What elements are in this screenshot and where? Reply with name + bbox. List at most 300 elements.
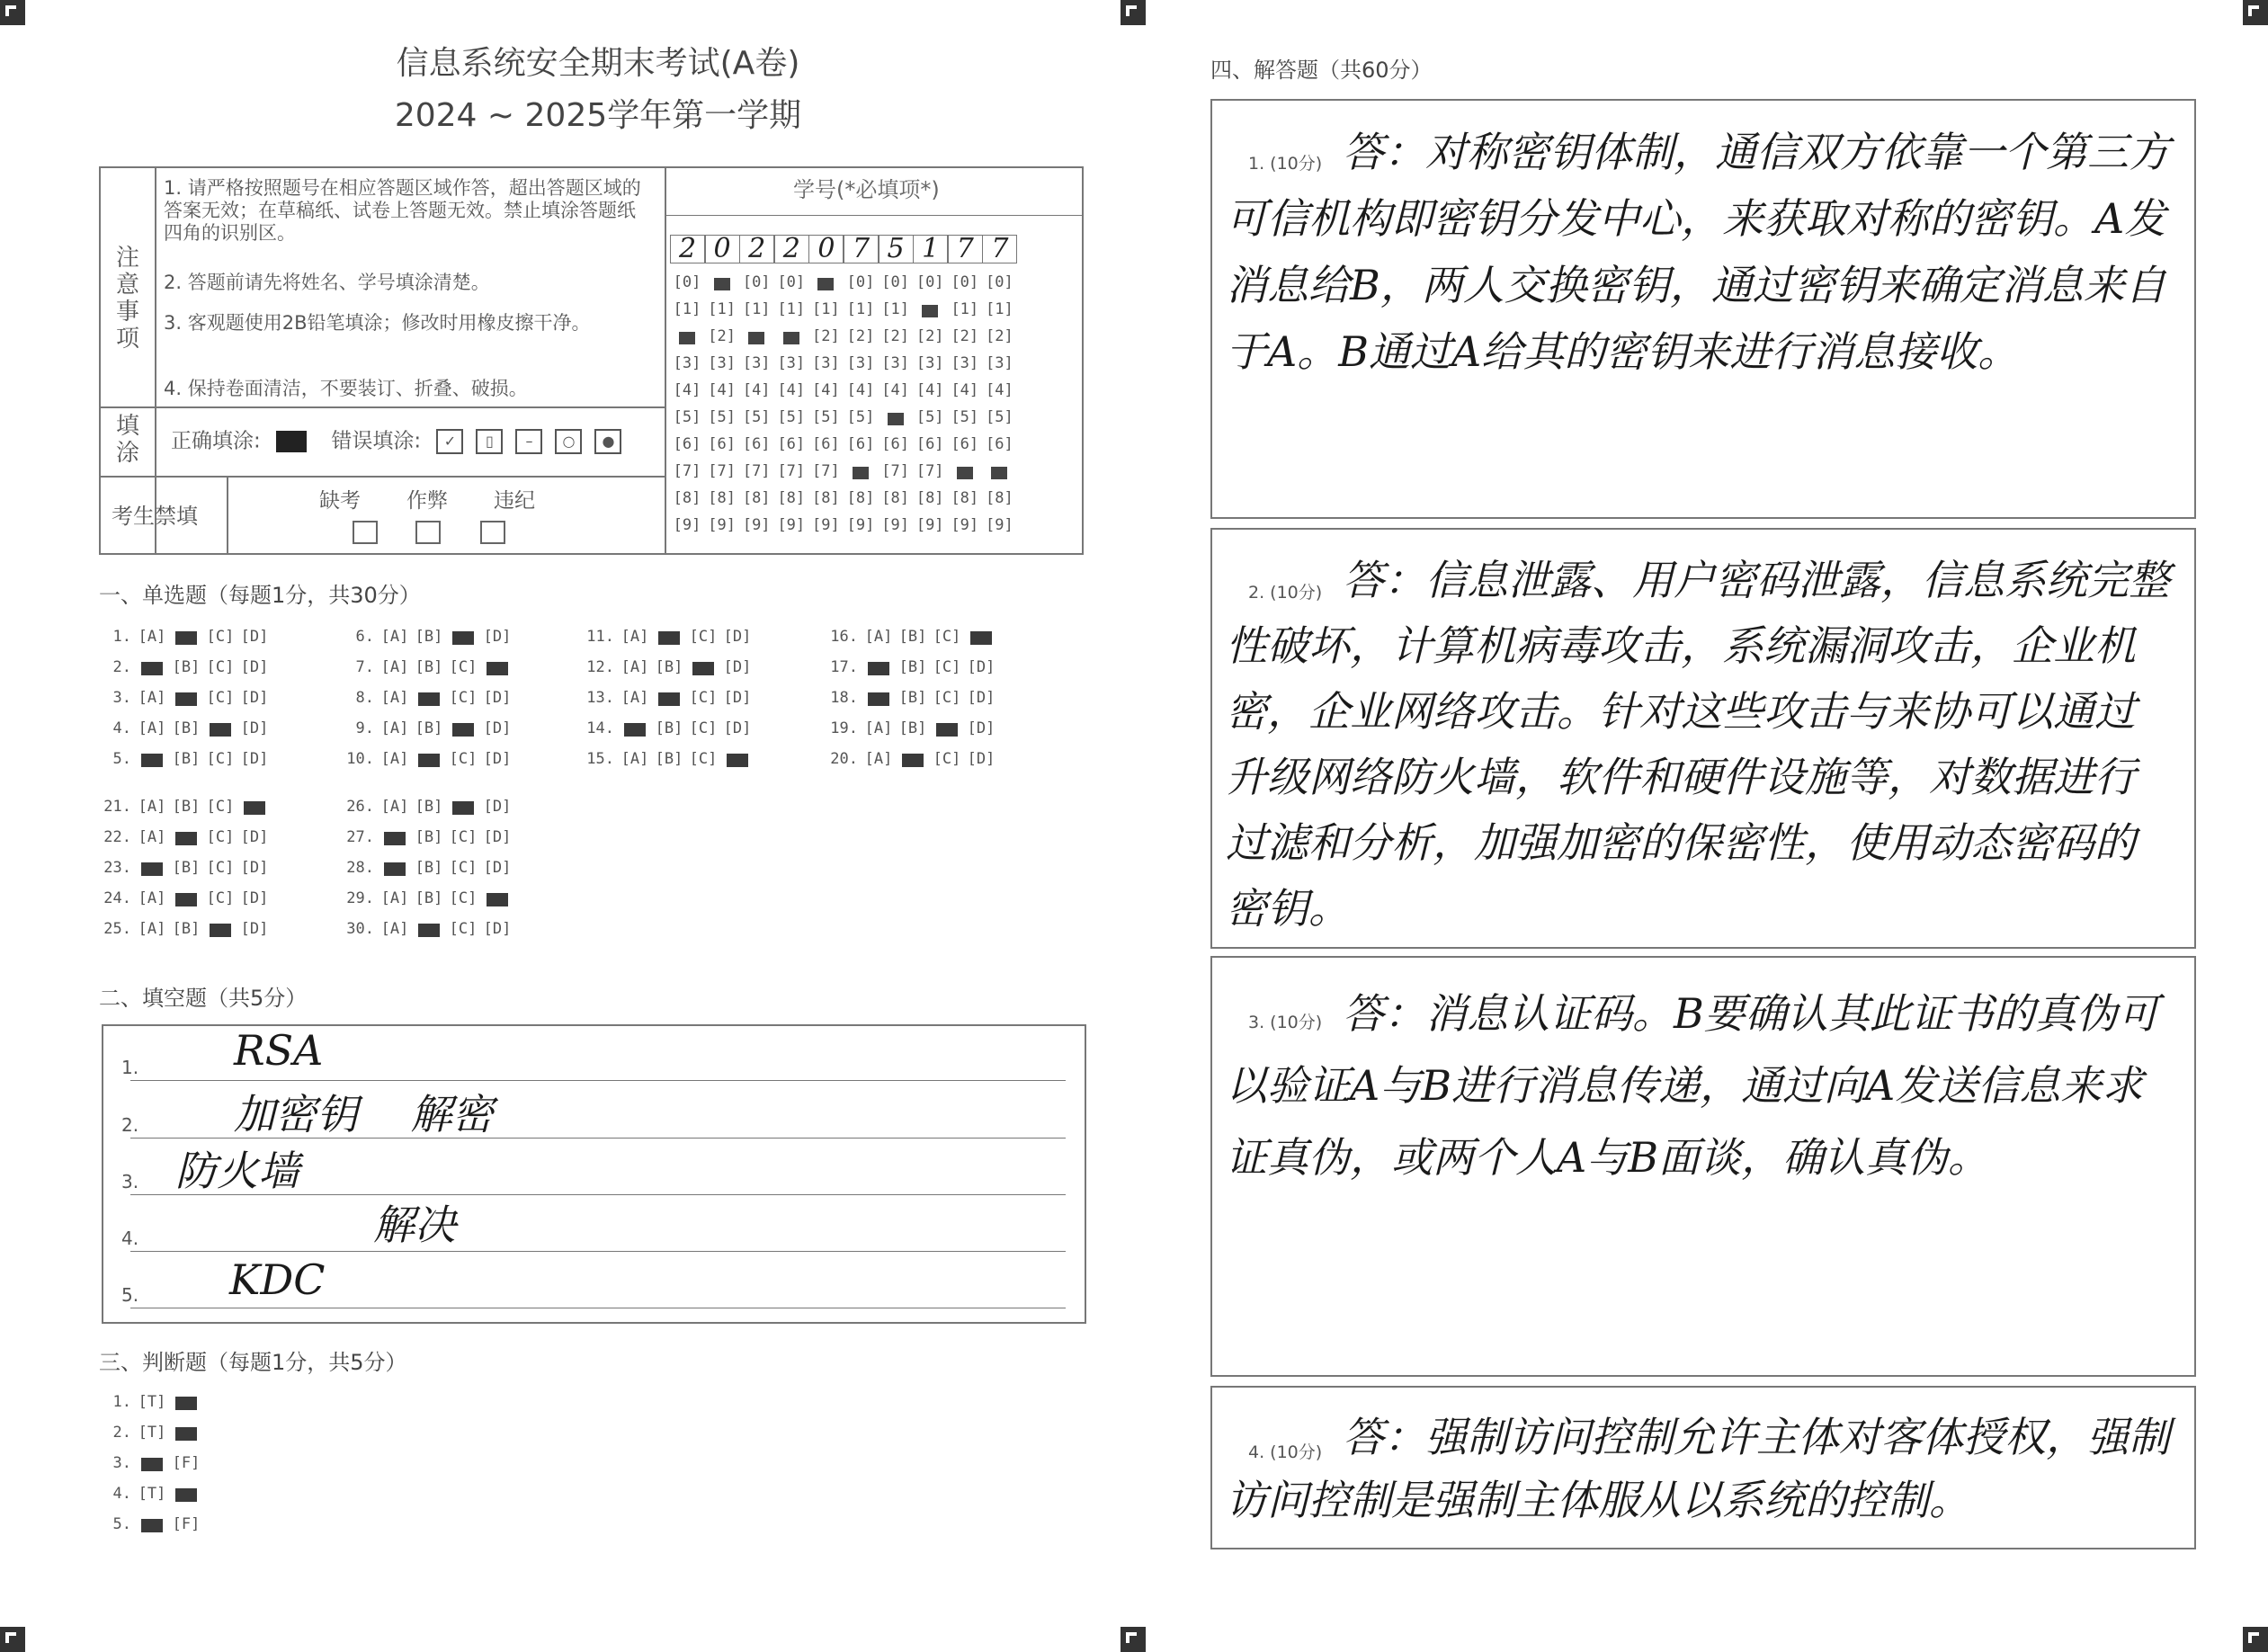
- blank-2-label: 2.: [121, 1114, 139, 1136]
- mc-option-b[interactable]: [652, 689, 686, 707]
- student-id-bubble[interactable]: [3]: [881, 354, 909, 372]
- student-id-bubble[interactable]: [8]: [708, 489, 736, 507]
- mc-option-c[interactable]: [C]: [449, 859, 478, 877]
- student-id-bubble[interactable]: [6]: [673, 435, 701, 453]
- mc-option-b[interactable]: [B]: [172, 859, 201, 877]
- mc-option-a[interactable]: [A]: [864, 628, 893, 646]
- student-id-bubble[interactable]: [4]: [812, 381, 840, 399]
- answer-3-text: 答：消息认证码。B要确认其此证书的真伪可以验证A与B进行消息传递，通过向A发送信息来求证真伪，或两个人A与B面谈，确认真伪。: [1226, 989, 2159, 1182]
- mc-option-a[interactable]: [A]: [138, 689, 166, 707]
- mc-option-a[interactable]: [135, 859, 169, 877]
- student-id-bubble[interactable]: [6]: [742, 435, 771, 453]
- student-id-bubble[interactable]: [3]: [986, 354, 1013, 372]
- mc-question-number: 21.: [103, 798, 131, 816]
- mc-question-number: 18.: [830, 689, 858, 707]
- student-id-bubble[interactable]: [0]: [742, 273, 771, 291]
- student-id-bubble[interactable]: [4]: [881, 381, 909, 399]
- mc-option-d[interactable]: [D]: [483, 628, 512, 646]
- mc-question-27: [340, 828, 514, 846]
- student-id-bubble[interactable]: [6]: [986, 435, 1013, 453]
- mc-option-b[interactable]: [B]: [415, 859, 443, 877]
- tf-question-5: [97, 1515, 203, 1533]
- student-id-bubble[interactable]: [1]: [742, 300, 771, 318]
- student-id-bubble[interactable]: [8]: [673, 489, 701, 507]
- mc-option-b[interactable]: [412, 689, 446, 707]
- student-id-bubble[interactable]: [9]: [881, 516, 909, 534]
- mc-option-d[interactable]: [D]: [483, 719, 512, 737]
- mc-option-d[interactable]: [D]: [483, 689, 512, 707]
- mc-option-c[interactable]: [C]: [206, 828, 235, 846]
- student-id-bubble[interactable]: [8]: [846, 489, 875, 507]
- student-id-bubble[interactable]: [6]: [951, 435, 979, 453]
- student-id-bubble[interactable]: [7]: [881, 462, 909, 480]
- mc-option-b[interactable]: [B]: [898, 628, 927, 646]
- wrong-fill-dot-icon: ●: [594, 429, 621, 454]
- tf-option-f[interactable]: [F]: [172, 1454, 201, 1472]
- mc-option-c[interactable]: [C]: [206, 889, 235, 907]
- mc-option-c[interactable]: [C]: [689, 628, 718, 646]
- mc-question-number: 27.: [346, 828, 374, 846]
- tf-question-4: [97, 1485, 203, 1503]
- tf-option-t[interactable]: [T]: [138, 1424, 166, 1442]
- mc-option-b[interactable]: [169, 889, 203, 907]
- student-id-bubble[interactable]: [5]: [846, 408, 875, 426]
- mc-option-b[interactable]: [B]: [655, 658, 683, 676]
- mc-option-a[interactable]: [A]: [380, 798, 409, 816]
- answer-3-label: 3. (10分): [1248, 1013, 1323, 1032]
- mc-option-a[interactable]: [A]: [138, 719, 166, 737]
- mc-option-d[interactable]: [480, 658, 514, 676]
- mc-question-number: 9.: [355, 719, 374, 737]
- student-id-bubble[interactable]: [5]: [708, 408, 736, 426]
- mc-question-10: [340, 750, 514, 768]
- mc-option-a[interactable]: [A]: [138, 628, 166, 646]
- student-id-bubble[interactable]: [7]: [742, 462, 771, 480]
- mc-option-d[interactable]: [D]: [240, 828, 269, 846]
- student-id-bubble[interactable]: [9]: [812, 516, 840, 534]
- mc-option-b[interactable]: [412, 920, 446, 938]
- student-id-bubble[interactable]: [8]: [777, 489, 806, 507]
- mc-option-d[interactable]: [D]: [483, 828, 512, 846]
- mc-question-14: [580, 719, 755, 737]
- mc-option-a[interactable]: [378, 859, 412, 877]
- student-id-bubble[interactable]: [4]: [777, 381, 806, 399]
- mc-option-a[interactable]: [A]: [380, 689, 409, 707]
- student-id-bubble[interactable]: [948, 462, 982, 480]
- mc-option-b[interactable]: [B]: [655, 719, 683, 737]
- mc-option-d[interactable]: [D]: [723, 628, 752, 646]
- mc-option-d[interactable]: [D]: [723, 658, 752, 676]
- mc-option-a[interactable]: [618, 719, 652, 737]
- mc-option-a[interactable]: [378, 828, 412, 846]
- student-id-bubble[interactable]: [5]: [777, 408, 806, 426]
- mc-option-b[interactable]: [B]: [172, 920, 201, 938]
- mc-option-c[interactable]: [C]: [933, 628, 961, 646]
- note-1: 1. 请严格按照题号在相应答题区域作答，超出答题区域的答案无效；在草稿纸、试卷上答题无效。禁止填涂答题纸四角的识别区。: [164, 177, 641, 244]
- mc-question-15: [580, 750, 755, 768]
- student-id-bubble[interactable]: [2]: [986, 327, 1013, 345]
- student-id-bubble[interactable]: [3]: [742, 354, 771, 372]
- mc-option-d[interactable]: [D]: [240, 750, 269, 768]
- student-id-bubble[interactable]: [6]: [915, 435, 944, 453]
- blank-1-label: 1.: [121, 1057, 139, 1078]
- mc-option-b[interactable]: [169, 628, 203, 646]
- mc-question-11: [580, 628, 755, 646]
- mc-option-d[interactable]: [480, 889, 514, 907]
- blank-3-answer: 防火墙: [175, 1147, 299, 1195]
- note-4: 4. 保持卷面清洁，不要装订、折叠、破损。: [164, 378, 528, 399]
- student-id-bubble[interactable]: [1]: [846, 300, 875, 318]
- mc-option-c[interactable]: [446, 798, 480, 816]
- fill-example-row: [171, 429, 634, 454]
- mc-option-c[interactable]: [C]: [206, 859, 235, 877]
- student-id-bubble[interactable]: [4]: [915, 381, 944, 399]
- mc-option-a[interactable]: [862, 689, 896, 707]
- mc-option-b[interactable]: [B]: [172, 719, 201, 737]
- mc-option-c[interactable]: [C]: [449, 750, 478, 768]
- tf-option-t[interactable]: [135, 1454, 169, 1472]
- mc-question-number: 15.: [586, 750, 614, 768]
- mc-option-b[interactable]: [B]: [172, 658, 201, 676]
- mc-option-b[interactable]: [652, 628, 686, 646]
- student-id-digit-6: 7: [844, 235, 879, 263]
- mc-option-a[interactable]: [135, 658, 169, 676]
- section1-heading: 一、单选题（每题1分，共30分）: [99, 583, 421, 608]
- mc-option-d[interactable]: [D]: [240, 920, 269, 938]
- student-id-bubble[interactable]: [739, 327, 773, 345]
- student-id-bubble[interactable]: [7]: [708, 462, 736, 480]
- mc-option-c[interactable]: [203, 719, 237, 737]
- mc-option-a[interactable]: [A]: [621, 658, 649, 676]
- mc-question-17: [824, 658, 998, 676]
- mc-option-c[interactable]: [C]: [933, 689, 961, 707]
- mc-option-a[interactable]: [A]: [380, 628, 409, 646]
- mc-question-26: [340, 798, 514, 816]
- mc-question-number: 2.: [112, 658, 131, 676]
- mc-option-a[interactable]: [A]: [380, 750, 409, 768]
- student-id-bubble[interactable]: [9]: [986, 516, 1013, 534]
- mc-option-b[interactable]: [896, 750, 930, 768]
- student-id-bubble[interactable]: [0]: [951, 273, 979, 291]
- mc-option-d[interactable]: [D]: [240, 689, 269, 707]
- student-id-bubble[interactable]: [8]: [951, 489, 979, 507]
- mc-option-d[interactable]: [D]: [240, 628, 269, 646]
- student-id-bubble[interactable]: [808, 273, 843, 291]
- mc-option-d[interactable]: [D]: [240, 719, 269, 737]
- mc-option-b[interactable]: [B]: [898, 689, 927, 707]
- student-id-bubble[interactable]: [0]: [881, 273, 909, 291]
- forbid-heading: 考生禁填: [112, 504, 198, 529]
- mc-option-c[interactable]: [446, 719, 480, 737]
- mc-option-c[interactable]: [C]: [449, 889, 478, 907]
- mc-option-a[interactable]: [135, 750, 169, 768]
- fill-heading: 填涂: [115, 413, 139, 467]
- student-id-bubble[interactable]: [0]: [777, 273, 806, 291]
- tf-question-number: 2.: [112, 1424, 131, 1442]
- mc-option-b[interactable]: [B]: [415, 628, 443, 646]
- student-id-bubble[interactable]: [4]: [742, 381, 771, 399]
- student-id-bubble[interactable]: [2]: [708, 327, 736, 345]
- blank-4-answer: 解决: [373, 1201, 456, 1249]
- mc-option-a[interactable]: [862, 658, 896, 676]
- mc-question-30: [340, 920, 514, 938]
- mc-question-1: [97, 628, 272, 646]
- mc-option-a[interactable]: [A]: [864, 750, 893, 768]
- mc-option-d[interactable]: [D]: [967, 719, 996, 737]
- mc-option-a[interactable]: [A]: [864, 719, 893, 737]
- student-id-bubble[interactable]: [4]: [846, 381, 875, 399]
- note-3: 3. 客观题使用2B铅笔填涂；修改时用橡皮擦干净。: [164, 312, 591, 334]
- mc-option-c[interactable]: [C]: [449, 920, 478, 938]
- corner-marker-bottom-middle: [1121, 1627, 1146, 1652]
- answer-2-text: 答：信息泄露、用户密码泄露，信息系统完整性破坏，计算机病毒攻击，系统漏洞攻击，企业机密，企业网络攻击。针对这些攻击与来协可以通过升级网络防火墙，软件和硬件设施等，对数据进行过滤和分析，加强加密的保密性，使用动态密码的密钥。: [1226, 556, 2170, 933]
- mc-option-d[interactable]: [D]: [483, 798, 512, 816]
- mc-option-b[interactable]: [169, 689, 203, 707]
- fill-blank-box: [102, 1024, 1086, 1324]
- mc-option-a[interactable]: [A]: [380, 719, 409, 737]
- mc-option-d[interactable]: [720, 750, 755, 768]
- student-id-bubble[interactable]: [5]: [812, 408, 840, 426]
- mc-question-number: 4.: [112, 719, 131, 737]
- student-id-bubble[interactable]: [8]: [742, 489, 771, 507]
- mc-option-a[interactable]: [A]: [380, 658, 409, 676]
- student-id-bubble[interactable]: [1]: [951, 300, 979, 318]
- student-id-bubble[interactable]: [879, 408, 913, 426]
- mc-option-c[interactable]: [C]: [206, 798, 235, 816]
- mc-option-b[interactable]: [B]: [898, 658, 927, 676]
- tf-question-3: [97, 1454, 203, 1472]
- student-id-bubble[interactable]: [2]: [812, 327, 840, 345]
- student-id-bubble[interactable]: [1]: [708, 300, 736, 318]
- mc-option-c[interactable]: [930, 719, 964, 737]
- tf-option-f[interactable]: [F]: [172, 1515, 201, 1533]
- student-id-bubble[interactable]: [9]: [673, 516, 701, 534]
- mc-question-number: 17.: [830, 658, 858, 676]
- student-id-bubble[interactable]: [8]: [915, 489, 944, 507]
- mc-option-a[interactable]: [A]: [138, 920, 166, 938]
- student-id-bubble[interactable]: [1]: [777, 300, 806, 318]
- mc-option-a[interactable]: [A]: [138, 828, 166, 846]
- tf-question-number: 4.: [112, 1485, 131, 1503]
- student-id-bubble[interactable]: [0]: [915, 273, 944, 291]
- mc-question-number: 26.: [346, 798, 374, 816]
- student-id-bubble[interactable]: [2]: [881, 327, 909, 345]
- mc-option-b[interactable]: [B]: [415, 719, 443, 737]
- student-id-bubble[interactable]: [9]: [846, 516, 875, 534]
- student-id-bubble[interactable]: [2]: [951, 327, 979, 345]
- student-id-bubble[interactable]: [5]: [951, 408, 979, 426]
- mc-option-c[interactable]: [C]: [206, 628, 235, 646]
- mc-question-number: 7.: [355, 658, 374, 676]
- student-id-bubble[interactable]: [670, 327, 704, 345]
- student-id-bubble[interactable]: [3]: [951, 354, 979, 372]
- student-id-bubble[interactable]: [9]: [777, 516, 806, 534]
- forbid-violation-checkbox[interactable]: [480, 521, 505, 544]
- mc-question-number: 24.: [103, 889, 131, 907]
- forbid-absent-checkbox[interactable]: [353, 521, 378, 544]
- mc-option-d[interactable]: [D]: [723, 719, 752, 737]
- student-id-bubble[interactable]: [5]: [986, 408, 1013, 426]
- student-id-bubble[interactable]: [8]: [986, 489, 1013, 507]
- student-id-bubble[interactable]: [5]: [915, 408, 944, 426]
- blank-2-answer: 加密钥 解密: [234, 1090, 494, 1139]
- mc-option-a[interactable]: [A]: [138, 889, 166, 907]
- student-id-bubble[interactable]: [1]: [812, 300, 840, 318]
- mc-question-20: [824, 750, 998, 768]
- student-id-bubble[interactable]: [2]: [846, 327, 875, 345]
- mc-option-b[interactable]: [B]: [415, 798, 443, 816]
- mc-option-d[interactable]: [D]: [967, 658, 996, 676]
- mc-option-b[interactable]: [B]: [172, 750, 201, 768]
- student-id-bubble[interactable]: [9]: [742, 516, 771, 534]
- mc-option-b[interactable]: [412, 750, 446, 768]
- mc-option-b[interactable]: [169, 828, 203, 846]
- mc-option-d[interactable]: [D]: [240, 889, 269, 907]
- mc-option-b[interactable]: [B]: [415, 658, 443, 676]
- student-id-bubble[interactable]: [6]: [881, 435, 909, 453]
- student-id-bubble[interactable]: [913, 300, 947, 318]
- student-id-bubble[interactable]: [3]: [708, 354, 736, 372]
- section3-heading: 三、判断题（每题1分，共5分）: [99, 1350, 407, 1375]
- student-id-bubble[interactable]: [844, 462, 878, 480]
- mc-option-a[interactable]: [A]: [621, 689, 649, 707]
- header-box: [99, 166, 1084, 555]
- mc-option-a[interactable]: [A]: [380, 920, 409, 938]
- student-id-bubble[interactable]: [5]: [742, 408, 771, 426]
- student-id-bubble[interactable]: [4]: [951, 381, 979, 399]
- mc-question-23: [97, 859, 272, 877]
- mc-option-d[interactable]: [D]: [240, 859, 269, 877]
- mc-option-d[interactable]: [D]: [483, 750, 512, 768]
- blank-1-answer: RSA: [234, 1026, 324, 1075]
- mc-option-c[interactable]: [C]: [206, 658, 235, 676]
- tf-question-2: [97, 1424, 203, 1442]
- student-id-bubble[interactable]: [6]: [812, 435, 840, 453]
- tf-option-t[interactable]: [T]: [138, 1485, 166, 1503]
- tf-question-number: 3.: [112, 1454, 131, 1472]
- student-id-bubble[interactable]: [4]: [708, 381, 736, 399]
- mc-option-c[interactable]: [C]: [933, 750, 961, 768]
- tf-option-f[interactable]: [169, 1393, 203, 1411]
- mc-option-d[interactable]: [964, 628, 998, 646]
- mc-question-5: [97, 750, 272, 768]
- mc-option-c[interactable]: [C]: [689, 750, 718, 768]
- mc-question-12: [580, 658, 755, 676]
- student-id-bubble[interactable]: [4]: [673, 381, 701, 399]
- student-id-bubble[interactable]: [6]: [708, 435, 736, 453]
- mc-option-d[interactable]: [D]: [967, 750, 996, 768]
- student-id-bubble[interactable]: [7]: [915, 462, 944, 480]
- mc-option-d[interactable]: [D]: [483, 859, 512, 877]
- tf-option-t[interactable]: [135, 1515, 169, 1533]
- forbid-absent-label: 缺考: [319, 489, 361, 513]
- student-id-bubble[interactable]: [982, 462, 1016, 480]
- student-id-bubble[interactable]: [9]: [915, 516, 944, 534]
- mc-option-d[interactable]: [D]: [967, 689, 996, 707]
- mc-option-b[interactable]: [B]: [415, 889, 443, 907]
- correct-fill-label: 正确填涂:: [171, 429, 261, 453]
- mc-option-a[interactable]: [A]: [138, 798, 166, 816]
- mc-option-a[interactable]: [A]: [621, 750, 649, 768]
- mc-option-c[interactable]: [446, 628, 480, 646]
- student-id-bubble[interactable]: [2]: [915, 327, 944, 345]
- mc-option-c[interactable]: [686, 658, 720, 676]
- student-id-bubble[interactable]: [0]: [846, 273, 875, 291]
- mc-option-c[interactable]: [C]: [689, 689, 718, 707]
- student-id-digit-3: 2: [739, 235, 774, 263]
- mc-option-b[interactable]: [B]: [898, 719, 927, 737]
- student-id-bubble[interactable]: [9]: [708, 516, 736, 534]
- mc-option-d[interactable]: [237, 798, 272, 816]
- student-id-bubble[interactable]: [3]: [673, 354, 701, 372]
- exam-term: 2024 ~ 2025学年第一学期: [394, 97, 802, 134]
- mc-option-d[interactable]: [D]: [240, 658, 269, 676]
- mc-option-c[interactable]: [C]: [449, 658, 478, 676]
- mc-option-c[interactable]: [203, 920, 237, 938]
- student-id-bubble[interactable]: [7]: [673, 462, 701, 480]
- mc-option-c[interactable]: [C]: [689, 719, 718, 737]
- student-id-bubble[interactable]: [7]: [777, 462, 806, 480]
- mc-option-b[interactable]: [B]: [415, 828, 443, 846]
- mc-question-7: [340, 658, 514, 676]
- corner-marker-top-middle: [1121, 0, 1146, 25]
- student-id-bubble[interactable]: [0]: [673, 273, 701, 291]
- student-id-bubble[interactable]: [0]: [986, 273, 1013, 291]
- mc-option-c[interactable]: [C]: [206, 689, 235, 707]
- mc-option-a[interactable]: [A]: [621, 628, 649, 646]
- student-id-bubble[interactable]: [1]: [881, 300, 909, 318]
- mc-option-a[interactable]: [A]: [380, 889, 409, 907]
- mc-question-4: [97, 719, 272, 737]
- forbid-cheat-checkbox[interactable]: [415, 521, 441, 544]
- student-id-bubble[interactable]: [774, 327, 808, 345]
- mc-option-b[interactable]: [B]: [172, 798, 201, 816]
- mc-question-number: 10.: [346, 750, 374, 768]
- student-id-bubble[interactable]: [5]: [673, 408, 701, 426]
- student-id-bubble[interactable]: [1]: [986, 300, 1013, 318]
- student-id-bubble[interactable]: [6]: [777, 435, 806, 453]
- student-id-bubble[interactable]: [3]: [846, 354, 875, 372]
- student-id-bubble[interactable]: [3]: [915, 354, 944, 372]
- student-id-bubble[interactable]: [9]: [951, 516, 979, 534]
- mc-question-number: 25.: [103, 920, 131, 938]
- mc-option-c[interactable]: [C]: [449, 828, 478, 846]
- tf-option-f[interactable]: [169, 1424, 203, 1442]
- student-id-digit-9: 7: [948, 235, 983, 263]
- mc-option-c[interactable]: [C]: [206, 750, 235, 768]
- mc-option-d[interactable]: [D]: [723, 689, 752, 707]
- student-id-bubble[interactable]: [3]: [777, 354, 806, 372]
- tf-option-f[interactable]: [169, 1485, 203, 1503]
- student-id-bubble[interactable]: [8]: [881, 489, 909, 507]
- mc-question-number: 16.: [830, 628, 858, 646]
- corner-marker-bottom-right: [2243, 1627, 2268, 1652]
- student-id-bubble[interactable]: [6]: [846, 435, 875, 453]
- student-id-digit-2: 0: [705, 235, 740, 263]
- mc-option-b[interactable]: [B]: [655, 750, 683, 768]
- mc-option-d[interactable]: [D]: [483, 920, 512, 938]
- mc-option-c[interactable]: [C]: [933, 658, 961, 676]
- student-id-bubble[interactable]: [705, 273, 739, 291]
- answer-box-2: [1210, 528, 2196, 949]
- student-id-bubble[interactable]: [1]: [673, 300, 701, 318]
- mc-option-c[interactable]: [C]: [449, 689, 478, 707]
- student-id-bubble[interactable]: [8]: [812, 489, 840, 507]
- tf-option-t[interactable]: [T]: [138, 1393, 166, 1411]
- student-id-bubble[interactable]: [7]: [812, 462, 840, 480]
- student-id-bubble[interactable]: [3]: [812, 354, 840, 372]
- student-id-bubble[interactable]: [4]: [986, 381, 1013, 399]
